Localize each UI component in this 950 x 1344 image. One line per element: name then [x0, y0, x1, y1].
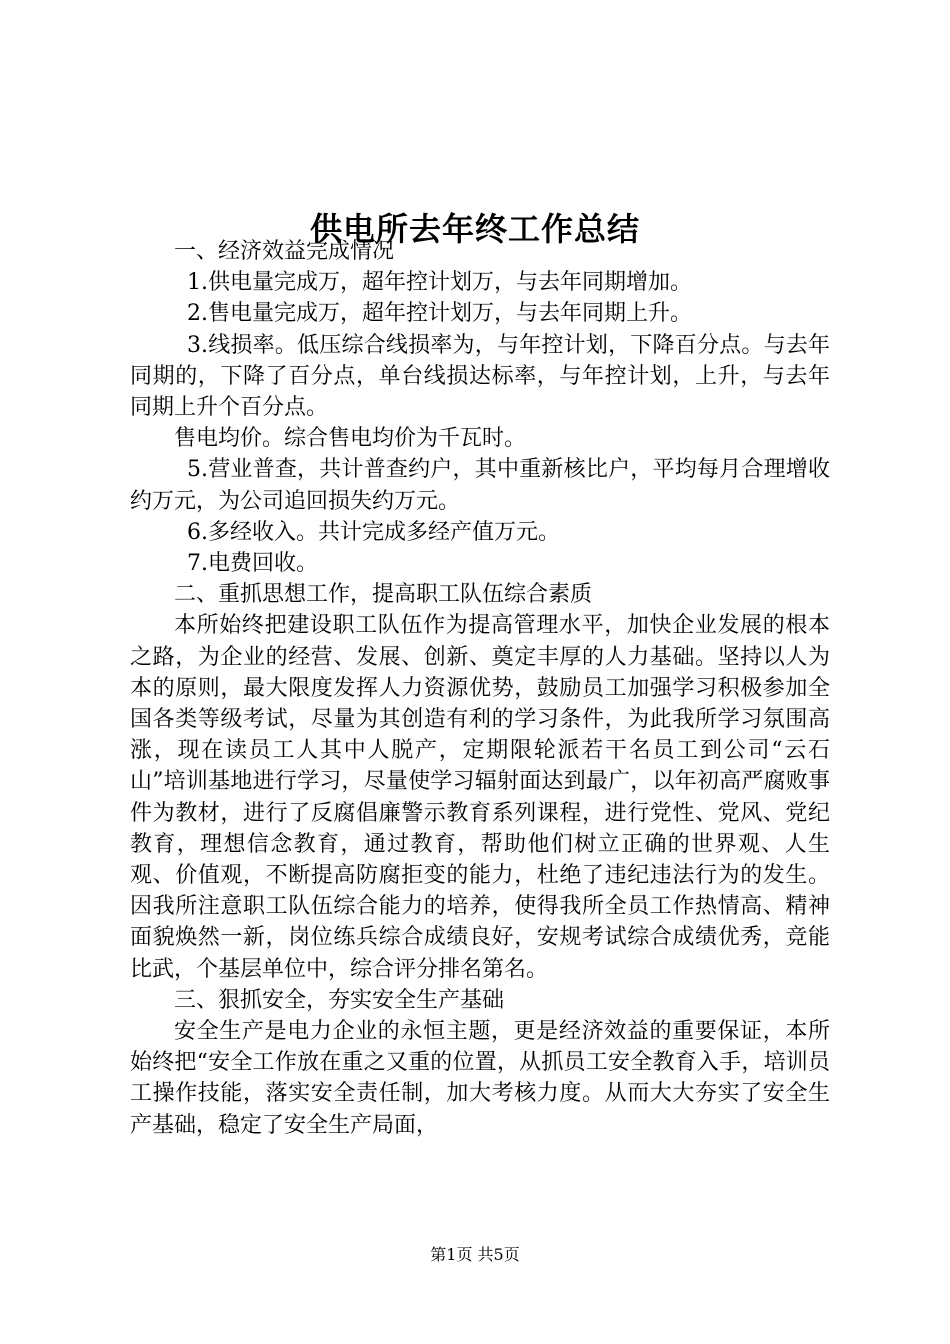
list-item-line-loss: 3.线损率。低压综合线损率为，与年控计划，下降百分点。与去年同期的，下降了百分点，单台线损达标率，与年控计划，上升，与去年同期上升个百分点。: [130, 332, 830, 421]
section-heading-ideology: 二、重抓思想工作，提高职工队伍综合素质: [174, 582, 593, 608]
list-item-power-supply: 1.供电量完成万，超年控计划万，与去年同期增加。: [187, 270, 692, 296]
paragraph-staff-building: 本所始终把建设职工队伍作为提高管理水平，加快企业发展的根本之路，为企业的经营、发展、创新、奠定丰厚的人力基础。坚持以人为本的原则，最大限度发挥人力资源优势，鼓励员工加强学习积极参加全国各类等级考试，尽量为其创造有利的学习条件，为此我所学习氛围高涨，现在读员工人其中人脱产，定期限轮派若干名员工到公司“云石山”培训基地进行学习，尽量使学习辐射面达到最广，以年初高严腐败事件为教材，进行了反腐倡廉警示教育系列课程，进行党性、党风、党纪教育，理想信念教育，通过教育，帮助他们树立正确的世界观、人生观、价值观，不断提高防腐拒变的能力，杜绝了违纪违法行为的发生。因我所注意职工队伍综合能力的培养，使得我所全员工作热情高、精神面貌焕然一新，岗位练兵综合成绩良好，安规考试综合成绩优秀，竞能比武，个基层单位中，综合评分排名第名。: [130, 613, 830, 982]
list-item-fee-recovery: 7.电费回收。: [187, 551, 318, 577]
list-item-power-sales: 2.售电量完成万，超年控计划万，与去年同期上升。: [187, 301, 692, 327]
document-title: 供电所去年终工作总结: [309, 210, 640, 249]
page-footer: 第1页 共5页: [430, 1245, 520, 1264]
section-heading-safety: 三、狠抓安全，夯实安全生产基础: [174, 987, 505, 1013]
paragraph-safety-production: 安全生产是电力企业的永恒主题，更是经济效益的重要保证，本所始终把“安全工作放在重之又重的位置，从抓员工安全教育入手，培训员工操作技能，落实安全责任制，加大考核力度。从而大大夯实了安全生产基础，稳定了安全生产局面，: [130, 1019, 830, 1138]
list-item-diversified-income: 6.多经收入。共计完成多经产值万元。: [187, 519, 560, 545]
list-item-business-survey: 5.营业普查，共计普查约户，其中重新核比户，平均每月合理增收约万元，为公司追回损失约万元。: [130, 457, 830, 514]
paragraph-average-price: 售电均价。综合售电均价为千瓦时。: [174, 426, 527, 452]
document-body: [130, 236, 830, 1141]
section-heading-economic: 一、经济效益完成情况: [174, 239, 395, 264]
